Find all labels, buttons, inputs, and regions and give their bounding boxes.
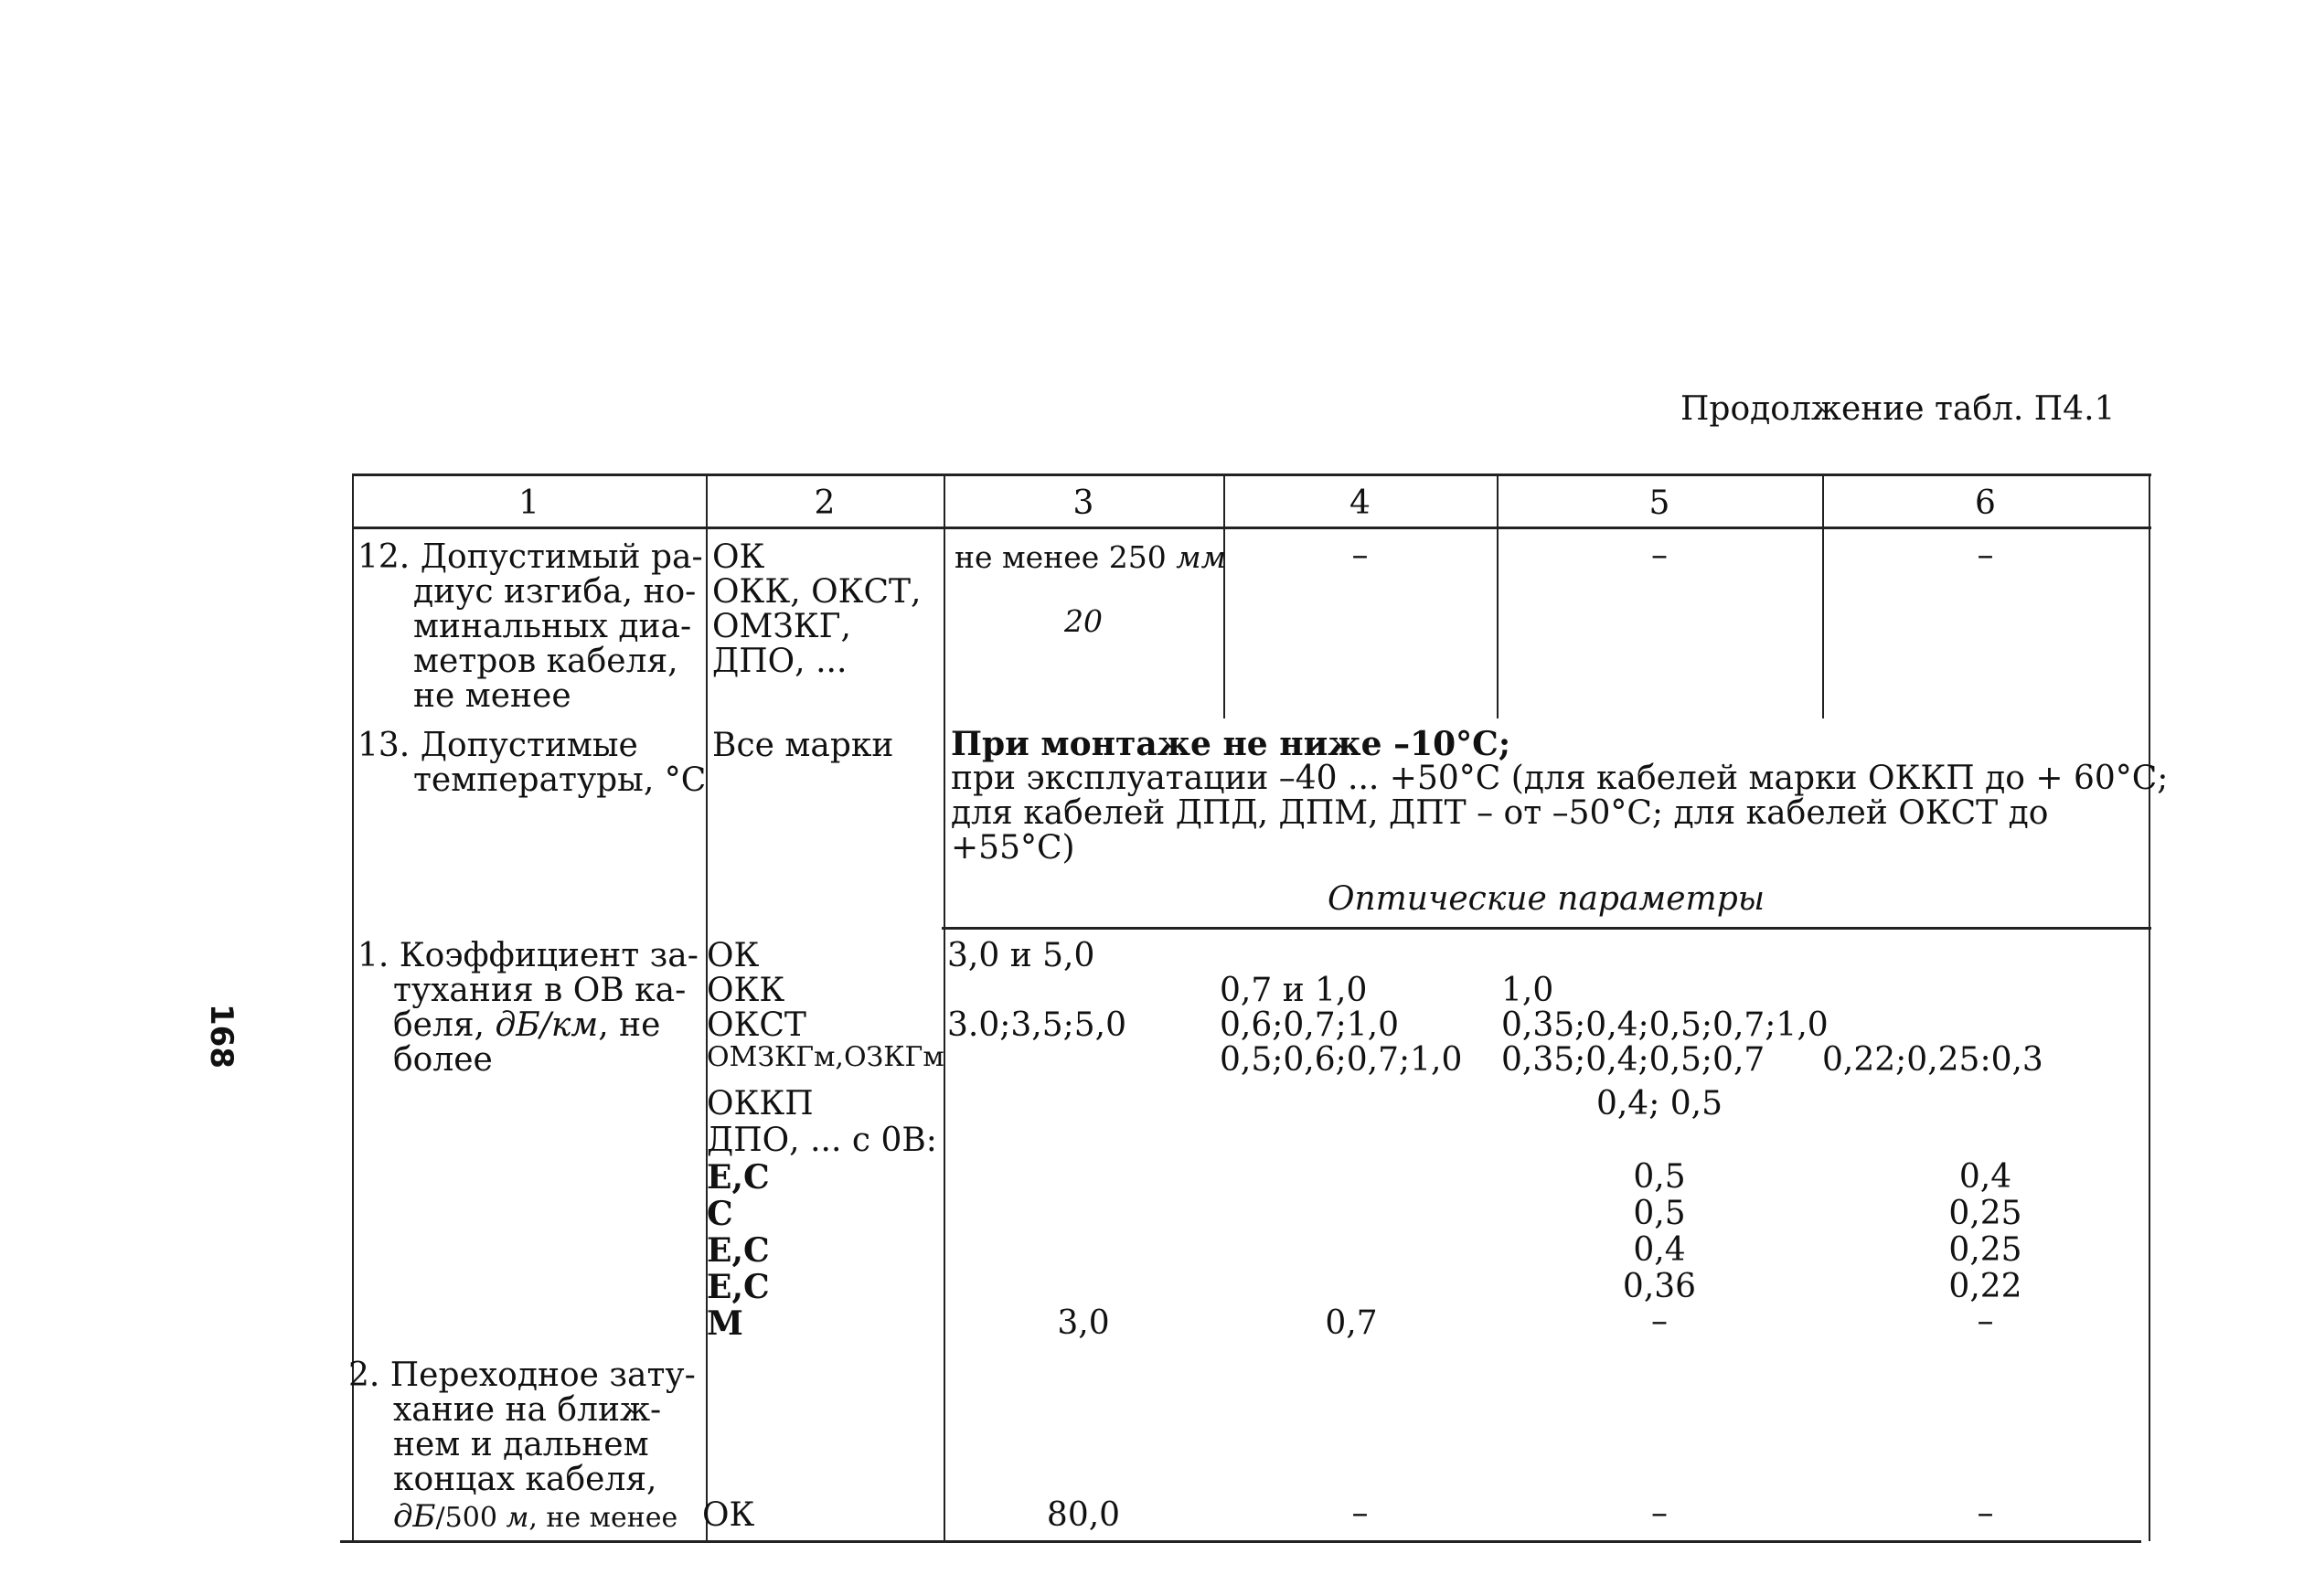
opt1-col5: 0,35;0,4;0,5;0,7;1,0 bbox=[1501, 1006, 1829, 1044]
row12-brand: ОМЗКГ, bbox=[712, 608, 851, 645]
opt1-name-line: 1. Коэффициент за- bbox=[357, 937, 699, 974]
table-bottom-border bbox=[340, 1540, 2141, 1543]
row12-name-line: метров кабеля, bbox=[413, 643, 678, 680]
opt1-name-unit: дБ/км bbox=[495, 1006, 599, 1044]
opt1-col4: 0,7 bbox=[1325, 1304, 1378, 1342]
opt1-col4: 0,6;0,7;1,0 bbox=[1220, 1006, 1400, 1044]
row13-brands: Все марки bbox=[712, 727, 894, 764]
row13-name-line: 13. Допустимые bbox=[357, 727, 638, 764]
opt1-brand: ОКСТ bbox=[707, 1006, 806, 1044]
row12-name-line: минальных диа- bbox=[413, 608, 692, 645]
opt1-col3: 3.0;3,5;5,0 bbox=[947, 1006, 1127, 1044]
header-col-3: 3 bbox=[1072, 484, 1094, 522]
header-col-5: 5 bbox=[1648, 484, 1670, 522]
row12-brand: ОКК, ОКСТ, bbox=[712, 573, 922, 611]
opt1-col3: 3,0 bbox=[1057, 1304, 1110, 1342]
row13-text-line: для кабелей ДПД, ДПМ, ДПТ – от –50°С; для кабелей ОКСТ до bbox=[951, 794, 2049, 832]
section-title-border bbox=[942, 927, 2151, 930]
opt1-col6: – bbox=[1977, 1303, 1994, 1340]
opt2-name-line: концах кабеля, bbox=[393, 1461, 657, 1498]
opt1-col5: – bbox=[1651, 1303, 1668, 1340]
opt1-brand: ДПО, ... с 0В: bbox=[707, 1122, 937, 1159]
opt1-name-line: более bbox=[393, 1041, 493, 1079]
opt1-col5: 0,36 bbox=[1622, 1268, 1697, 1305]
row12-col6: – bbox=[1977, 537, 1994, 574]
opt1-name-text: беля, bbox=[393, 1006, 496, 1044]
opt1-col4: 0,5;0,6;0,7;1,0 bbox=[1220, 1041, 1463, 1079]
opt2-col6: – bbox=[1977, 1495, 1994, 1532]
opt2-name-unit: дБ bbox=[393, 1498, 436, 1535]
opt2-name-line: нем и дальнем bbox=[393, 1426, 649, 1463]
opt2-name-line bbox=[393, 1498, 678, 1535]
header-col-6: 6 bbox=[1975, 484, 1996, 522]
page-number: 168 bbox=[203, 1004, 240, 1069]
opt2-col4: – bbox=[1351, 1495, 1369, 1532]
opt1-col6: 0,4 bbox=[1958, 1158, 2012, 1196]
opt1-col6: 0,22 bbox=[1948, 1268, 2022, 1305]
row12-col3-value: не менее 250 bbox=[955, 539, 1177, 575]
header-col-4: 4 bbox=[1349, 484, 1371, 522]
opt2-brand: ОК bbox=[702, 1496, 755, 1534]
opt1-col5: 0,4 bbox=[1633, 1231, 1686, 1269]
opt2-col3: 80,0 bbox=[1046, 1496, 1121, 1534]
opt1-brand: ОККП bbox=[707, 1085, 814, 1123]
header-col-1: 1 bbox=[518, 484, 539, 522]
opt1-col5: 0,5 bbox=[1633, 1158, 1686, 1196]
opt1-name-line bbox=[393, 1006, 661, 1044]
row12-col5: – bbox=[1651, 537, 1668, 574]
col-line-6 bbox=[2149, 473, 2150, 1541]
opt2-col5: – bbox=[1651, 1495, 1668, 1532]
header-bottom-border bbox=[352, 527, 2151, 529]
opt1-brand: ОМЗКГм,ОЗКГм bbox=[707, 1041, 944, 1073]
row12-brand: ДПО, ... bbox=[712, 643, 848, 680]
opt1-col6: 0,22;0,25:0,3 bbox=[1822, 1041, 2043, 1079]
row12-col3-text bbox=[955, 539, 1226, 575]
row12-col3-unit: мм bbox=[1176, 539, 1226, 575]
row13-text-line: При монтаже не ниже –10°С; bbox=[951, 725, 1511, 763]
opt1-brand: ОК bbox=[707, 937, 760, 974]
opt1-col5: 0,5 bbox=[1633, 1195, 1686, 1232]
opt1-brand: ОКК bbox=[707, 972, 785, 1009]
opt1-brand: М bbox=[707, 1304, 743, 1343]
opt1-col3: 3,0 и 5,0 bbox=[947, 937, 1095, 974]
opt1-col4: 0,7 и 1,0 bbox=[1220, 972, 1368, 1009]
row12-name-line: не менее bbox=[413, 677, 571, 715]
row12-col3-value2: 20 bbox=[1064, 603, 1103, 639]
opt1-col6: 0,25 bbox=[1948, 1231, 2022, 1269]
row12-name-line: диус изгиба, но- bbox=[413, 573, 697, 611]
row13-text-line: при эксплуатации –40 ... +50°С (для кабелей марки ОККП до + 60°С; bbox=[951, 760, 2169, 797]
opt1-col5: 1,0 bbox=[1501, 972, 1554, 1009]
row12-brand: ОК bbox=[712, 538, 765, 576]
opt2-name-line: 2. Переходное зату- bbox=[348, 1357, 696, 1394]
opt1-brand: Е,С bbox=[707, 1268, 770, 1306]
table-top-border bbox=[352, 473, 2151, 476]
header-col-2: 2 bbox=[814, 484, 836, 522]
row13-name-line: температуры, °С bbox=[413, 761, 707, 799]
opt1-col6: 0,25 bbox=[1948, 1195, 2022, 1232]
row13-text-line: +55°С) bbox=[951, 829, 1075, 867]
opt1-col5: 0,35;0,4;0,5;0,7 bbox=[1501, 1041, 1765, 1079]
table-caption: Продолжение табл. П4.1 bbox=[1680, 390, 2116, 428]
opt1-name-line: тухания в ОВ ка- bbox=[393, 972, 687, 1009]
opt2-name-unit: м bbox=[506, 1502, 529, 1534]
opt2-name-text: , не менее bbox=[528, 1502, 678, 1534]
section-title: Оптические параметры bbox=[1327, 880, 1765, 918]
row12-col4: – bbox=[1351, 537, 1369, 574]
opt1-brand: С bbox=[707, 1195, 733, 1233]
opt1-brand: Е,С bbox=[707, 1231, 770, 1270]
opt2-name-line: хание на ближ- bbox=[393, 1391, 662, 1429]
opt1-name-text: , не bbox=[598, 1006, 661, 1044]
opt1-brand: Е,С bbox=[707, 1158, 770, 1197]
opt2-name-text: /500 bbox=[435, 1502, 507, 1534]
row12-name-line: 12. Допустимый ра- bbox=[357, 538, 703, 576]
opt1-col5: 0,4; 0,5 bbox=[1595, 1085, 1723, 1123]
